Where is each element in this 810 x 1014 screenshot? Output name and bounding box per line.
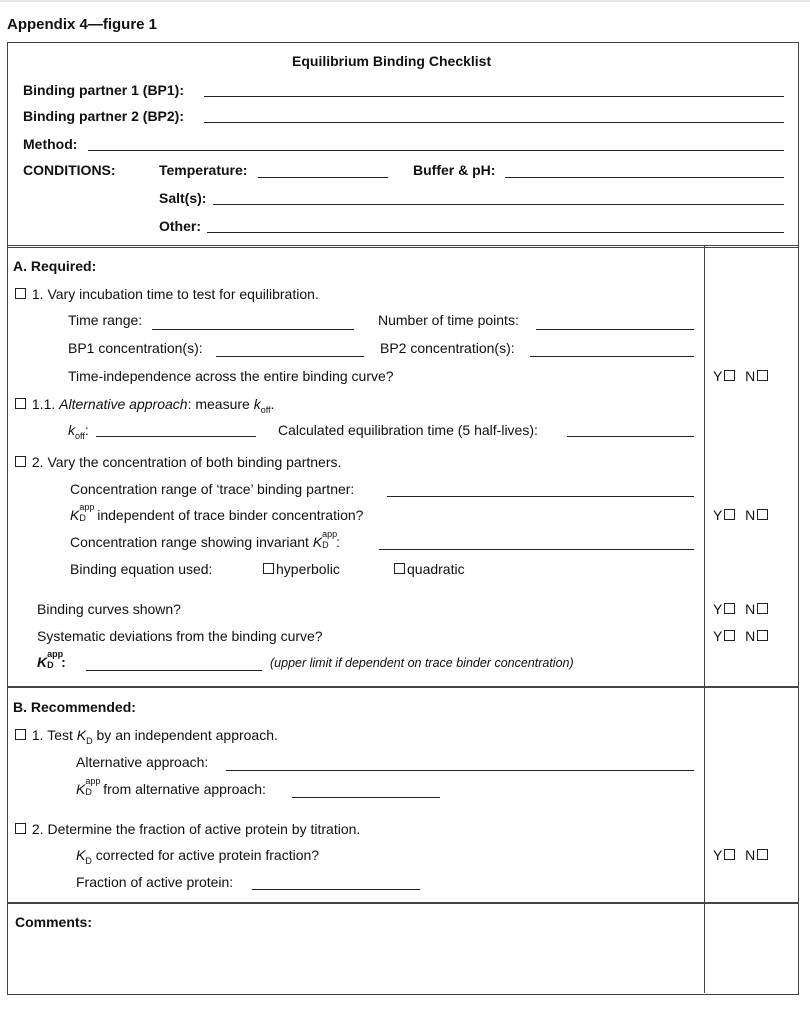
curves-shown-text: Binding curves shown? bbox=[37, 601, 181, 617]
bp1-conc-label: BP1 concentration(s): bbox=[68, 340, 203, 356]
item-1-checkbox[interactable] bbox=[15, 288, 26, 299]
salts-label: Salt(s): bbox=[159, 190, 207, 206]
bp1-conc-field[interactable] bbox=[216, 356, 364, 357]
header-box bbox=[7, 42, 799, 248]
hyperbolic-option[interactable]: hyperbolic bbox=[261, 561, 340, 577]
calc-eq-time-field[interactable] bbox=[567, 436, 694, 437]
num-time-points-label: Number of time points: bbox=[378, 312, 519, 328]
quadratic-option[interactable]: quadratic bbox=[392, 561, 465, 577]
b-item-2-checkbox[interactable] bbox=[15, 823, 26, 834]
temperature-label: Temperature: bbox=[159, 162, 248, 178]
temperature-field[interactable] bbox=[258, 177, 388, 178]
bp2-label: Binding partner 2 (BP2): bbox=[23, 108, 185, 124]
bp1-label: Binding partner 1 (BP1): bbox=[23, 82, 185, 98]
no-checkbox[interactable] bbox=[757, 509, 768, 520]
invariant-range-label: Concentration range showing invariant K app D : bbox=[70, 529, 341, 550]
item-1-row bbox=[13, 286, 319, 302]
kd-corrected-yn: Y N bbox=[713, 847, 770, 863]
koff-field[interactable] bbox=[96, 436, 256, 437]
kd-independent-yn: Y N bbox=[713, 507, 770, 523]
checklist-title: Equilibrium Binding Checklist bbox=[292, 53, 492, 69]
other-field[interactable] bbox=[207, 232, 784, 233]
kd-alt-label: K app D from alternative approach: bbox=[76, 776, 266, 797]
trace-range-label: Concentration range of ‘trace’ binding partner: bbox=[70, 481, 355, 497]
koff-label: $k_{off}$: bbox=[68, 422, 89, 441]
binding-eq-label: Binding equation used: bbox=[70, 561, 213, 577]
item-1-text: 1. Vary incubation time to test for equilibration. bbox=[31, 286, 319, 302]
systematic-dev-yn: Y N bbox=[713, 628, 770, 644]
no-checkbox[interactable] bbox=[757, 849, 768, 860]
yes-checkbox[interactable] bbox=[724, 630, 735, 641]
b-item-1-checkbox[interactable] bbox=[15, 729, 26, 740]
kd-alt-field[interactable] bbox=[292, 797, 440, 798]
num-time-points-field[interactable] bbox=[536, 329, 694, 330]
method-label: Method: bbox=[23, 136, 78, 152]
kd-app-field[interactable] bbox=[86, 670, 262, 671]
fraction-active-field[interactable] bbox=[252, 889, 420, 890]
no-checkbox[interactable] bbox=[757, 630, 768, 641]
kd-app-label: K app D : bbox=[37, 649, 66, 670]
bp2-field[interactable] bbox=[204, 122, 784, 123]
b-item-1-row: 1. Test $K_D$ by an independent approach. bbox=[13, 727, 278, 746]
section-a-title: A. Required: bbox=[13, 258, 97, 274]
yes-checkbox[interactable] bbox=[724, 509, 735, 520]
upper-limit-note: (upper limit if dependent on trace binder concentration) bbox=[270, 656, 574, 670]
item-1-1-checkbox[interactable] bbox=[15, 398, 26, 409]
calc-eq-time-label: Calculated equilibration time (5 half-lives): bbox=[278, 422, 538, 438]
trace-range-field[interactable] bbox=[387, 496, 694, 497]
yes-checkbox[interactable] bbox=[724, 370, 735, 381]
alt-approach-field[interactable] bbox=[226, 770, 694, 771]
systematic-dev-text: Systematic deviations from the binding curve? bbox=[37, 628, 323, 644]
item-2-row: 2. Vary the concentration of both binding partners. bbox=[13, 454, 341, 470]
item-1-1-row: 1.1. Alternative approach: measure $k_{off}$. bbox=[13, 396, 274, 415]
b-item-2-row: 2. Determine the fraction of active protein by titration. bbox=[13, 821, 360, 837]
no-checkbox[interactable] bbox=[757, 603, 768, 614]
time-range-field[interactable] bbox=[152, 329, 354, 330]
comments-label: Comments: bbox=[15, 914, 93, 930]
quadratic-checkbox[interactable] bbox=[394, 563, 405, 574]
kd-independent-text: K app D independent of trace binder concentration? bbox=[70, 502, 364, 523]
time-independence-yn: Y N bbox=[713, 368, 770, 384]
time-independence-text: Time-independence across the entire binding curve? bbox=[68, 368, 394, 384]
invariant-range-field[interactable] bbox=[379, 549, 694, 550]
item-2-checkbox[interactable] bbox=[15, 456, 26, 467]
curves-shown-yn: Y N bbox=[713, 601, 770, 617]
hyperbolic-checkbox[interactable] bbox=[263, 563, 274, 574]
comments-box[interactable] bbox=[7, 902, 799, 995]
yes-checkbox[interactable] bbox=[724, 849, 735, 860]
bp1-field[interactable] bbox=[204, 96, 784, 97]
section-b-title: B. Recommended: bbox=[13, 699, 136, 715]
bp2-conc-field[interactable] bbox=[530, 356, 694, 357]
salts-field[interactable] bbox=[213, 204, 784, 205]
kd-corrected-text: $K_D$ corrected for active protein fraction? bbox=[76, 847, 320, 866]
conditions-label: CONDITIONS: bbox=[23, 162, 116, 178]
fraction-active-label: Fraction of active protein: bbox=[76, 874, 234, 890]
time-range-label: Time range: bbox=[68, 312, 143, 328]
alt-approach-label: Alternative approach: bbox=[76, 754, 209, 770]
yes-checkbox[interactable] bbox=[724, 603, 735, 614]
figure-title: Appendix 4—figure 1 bbox=[7, 16, 158, 33]
no-checkbox[interactable] bbox=[757, 370, 768, 381]
buffer-field[interactable] bbox=[505, 177, 784, 178]
bp2-conc-label: BP2 concentration(s): bbox=[380, 340, 515, 356]
buffer-label: Buffer & pH: bbox=[413, 162, 496, 178]
other-label: Other: bbox=[159, 218, 201, 234]
method-field[interactable] bbox=[88, 150, 784, 151]
